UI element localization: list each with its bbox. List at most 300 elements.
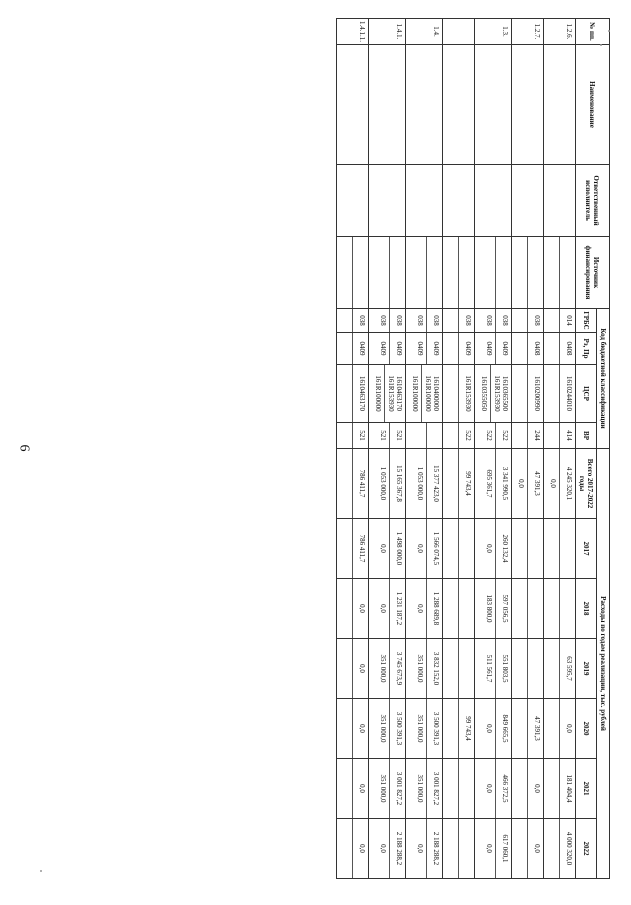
executor-cell	[368, 165, 405, 237]
year-cell-line: 0,0	[484, 544, 493, 553]
source-cell	[336, 237, 368, 309]
year-cell-line: 4 000 320,0	[559, 819, 575, 878]
year-cell-line: 3 001 827,2	[426, 759, 442, 818]
year-cell	[336, 639, 368, 699]
total-cell-line: 4 245 320,1	[559, 449, 575, 518]
no-cell: 1.4.	[405, 19, 442, 45]
rz-cell-line	[544, 333, 559, 364]
csr-cell-line: 1610200990	[527, 365, 543, 422]
vr-cell-line	[337, 423, 352, 448]
csr-cell-line: 1610355050	[479, 376, 488, 411]
csr-cell-line	[512, 365, 527, 422]
header-no: № пп.	[575, 19, 609, 45]
header-codes: Код бюджетной классификации	[596, 309, 609, 449]
table-row	[474, 19, 511, 879]
year-cell-line: 1 498 000,0	[389, 519, 405, 578]
grbs-cell-line	[512, 309, 527, 332]
year-cell-line	[458, 519, 474, 578]
csr-cell-line: 1610400000 161R100000	[421, 365, 442, 422]
source-cell-line	[458, 237, 474, 308]
csr-cell	[442, 365, 474, 423]
rz-cell-line	[337, 333, 352, 364]
csr-cell	[543, 365, 575, 423]
year-cell	[405, 519, 442, 579]
vr-cell-line: 522	[458, 423, 474, 448]
header-year: 2021	[575, 759, 596, 819]
rz-cell	[474, 333, 511, 365]
csr-cell	[405, 365, 442, 423]
year-cell-line: 0,0	[352, 639, 368, 698]
source-cell-line	[443, 237, 458, 308]
table-row	[543, 19, 575, 879]
header-source: Источник финансирования	[575, 237, 609, 309]
csr-cell-line: 161R100000	[373, 375, 382, 412]
source-cell-line	[374, 237, 389, 308]
year-cell-line	[527, 519, 543, 578]
year-cell-line: 849 665,5	[495, 699, 511, 758]
year-cell-line: 2 188 288,2	[426, 819, 442, 878]
year-cell	[442, 639, 474, 699]
grbs-cell-line: 038	[527, 309, 543, 332]
year-cell-line: 0,0	[378, 544, 387, 553]
rz-cell	[511, 333, 543, 365]
year-cell	[405, 579, 442, 639]
total-cell-line: 99 743,4	[458, 449, 474, 518]
year-cell-line: 0,0	[484, 784, 493, 793]
total-cell	[368, 449, 405, 519]
year-cell-line	[544, 519, 559, 578]
year-cell-line: 3 500 391,3	[389, 699, 405, 758]
year-cell	[336, 519, 368, 579]
grbs-cell-line: 038	[495, 309, 511, 332]
vr-cell-line: 521	[352, 423, 368, 448]
executor-cell	[543, 165, 575, 237]
year-cell	[442, 819, 474, 879]
year-cell-line	[527, 639, 543, 698]
header-year: 2017	[575, 519, 596, 579]
year-cell-line	[458, 639, 474, 698]
no-cell: 1.2.7.	[511, 19, 543, 45]
header-total: Всего 2017-2022 годы	[575, 449, 596, 519]
year-cell-line	[559, 519, 575, 578]
total-cell-line	[337, 449, 352, 518]
source-cell-line	[495, 237, 511, 308]
grbs-cell-line: 014	[559, 309, 575, 332]
source-cell-line	[337, 237, 352, 308]
year-cell-line	[337, 579, 352, 638]
total-cell-line: 1 053 000,0	[415, 466, 424, 501]
vr-cell-line: 244	[527, 423, 543, 448]
grbs-cell	[474, 309, 511, 333]
year-cell	[368, 759, 405, 819]
total-cell-line: 3 341 990,5	[495, 449, 511, 518]
table-row	[336, 19, 368, 879]
vr-cell	[368, 423, 405, 449]
year-cell-line: 466 372,5	[495, 759, 511, 818]
year-cell	[336, 699, 368, 759]
year-cell-line: 99 743,4	[458, 699, 474, 758]
year-cell-line	[337, 759, 352, 818]
csr-cell-line: 1610365500 161R153930	[490, 365, 511, 422]
year-cell-line	[544, 699, 559, 758]
year-cell-line: 511 561,7	[484, 654, 493, 683]
name-cell	[511, 45, 543, 165]
year-cell-line: 617 060,1	[495, 819, 511, 878]
year-cell-line: 786 411,7	[352, 519, 368, 578]
year-cell-line	[512, 819, 527, 878]
vr-cell	[543, 423, 575, 449]
source-cell-line	[512, 237, 527, 308]
page-number: 6	[16, 444, 32, 452]
year-cell-line	[443, 759, 458, 818]
grbs-cell	[442, 309, 474, 333]
rz-cell	[543, 333, 575, 365]
rz-cell-line	[443, 333, 458, 364]
year-cell-line: 260 132,4	[495, 519, 511, 578]
year-cell-line: 351 000,0	[378, 774, 387, 803]
rotated-table-wrapper	[30, 18, 610, 878]
source-cell-line	[426, 237, 442, 308]
year-cell-line: 3 745 673,9	[389, 639, 405, 698]
vr-cell-line	[512, 423, 527, 448]
year-cell	[442, 519, 474, 579]
executor-cell	[511, 165, 543, 237]
rz-cell-line: 0409	[495, 333, 511, 364]
source-cell-line	[352, 237, 368, 308]
source-cell-line	[527, 237, 543, 308]
vr-cell	[405, 423, 442, 449]
scan-speck	[600, 44, 602, 46]
total-cell-line: 1 053 000,0	[378, 466, 387, 501]
year-cell	[442, 699, 474, 759]
year-cell-line	[544, 639, 559, 698]
year-cell-line	[458, 579, 474, 638]
header-csr: ЦСР	[575, 365, 596, 423]
header-executor: Ответственный исполнитель	[575, 165, 609, 237]
vr-cell-line: 522	[495, 423, 511, 448]
executor-cell	[474, 165, 511, 237]
header-year: 2020	[575, 699, 596, 759]
total-cell-line: 15 165 367,8	[389, 449, 405, 518]
header-year: 2022	[575, 819, 596, 879]
year-cell	[474, 699, 511, 759]
year-cell-line	[527, 579, 543, 638]
source-cell	[405, 237, 442, 309]
year-cell	[511, 819, 543, 879]
year-cell-line: 0,0	[352, 699, 368, 758]
year-cell	[405, 759, 442, 819]
year-cell-line	[443, 579, 458, 638]
year-cell-line	[443, 519, 458, 578]
total-cell-line: 786 411,7	[352, 449, 368, 518]
year-cell-line: 0,0	[559, 699, 575, 758]
rz-cell	[368, 333, 405, 365]
table-body	[336, 19, 575, 879]
header-grbs: ГРБС	[575, 309, 596, 333]
vr-cell	[511, 423, 543, 449]
header-year: 2018	[575, 579, 596, 639]
grbs-cell	[543, 309, 575, 333]
year-cell	[368, 579, 405, 639]
grbs-cell-line: 038	[484, 315, 493, 326]
total-cell-line: 695 361,7	[484, 469, 493, 498]
year-cell	[474, 759, 511, 819]
year-cell-line: 0,0	[415, 844, 424, 853]
total-cell-line	[443, 449, 458, 518]
year-cell-line	[544, 819, 559, 878]
executor-cell	[336, 165, 368, 237]
grbs-cell	[336, 309, 368, 333]
year-cell-line	[443, 639, 458, 698]
vr-cell	[442, 423, 474, 449]
header-expenses: Расходы по годам реализации, тыс. рублей	[596, 449, 609, 879]
year-cell	[543, 819, 575, 879]
name-cell	[543, 45, 575, 165]
source-cell-line	[480, 237, 495, 308]
scan-speck	[608, 30, 610, 32]
table-row	[368, 19, 405, 879]
grbs-cell-line	[337, 309, 352, 332]
year-cell	[336, 579, 368, 639]
csr-cell-line: 161R153930	[458, 365, 474, 422]
source-cell-line	[411, 237, 426, 308]
grbs-cell-line: 038	[389, 309, 405, 332]
vr-cell-line	[544, 423, 559, 448]
year-cell	[511, 519, 543, 579]
executor-cell	[405, 165, 442, 237]
year-cell-line: 63 595,7	[559, 639, 575, 698]
year-cell	[543, 519, 575, 579]
csr-cell-line: 1610463170 161R153930	[384, 365, 405, 422]
year-cell	[543, 759, 575, 819]
year-cell-line	[544, 759, 559, 818]
rz-cell-line: 0409	[378, 341, 387, 356]
year-cell	[442, 579, 474, 639]
source-cell-line	[544, 237, 559, 308]
year-cell-line: 1 566 074,5	[426, 519, 442, 578]
grbs-cell-line	[443, 309, 458, 332]
rz-cell-line	[512, 333, 527, 364]
year-cell-line	[512, 519, 527, 578]
year-cell	[511, 699, 543, 759]
total-cell	[543, 449, 575, 519]
year-cell-line	[512, 579, 527, 638]
year-cell	[442, 759, 474, 819]
source-cell	[543, 237, 575, 309]
rz-cell-line: 0409	[426, 333, 442, 364]
vr-cell-line	[443, 423, 458, 448]
no-cell: 1.4.1.	[368, 19, 405, 45]
year-cell-line: 0,0	[352, 579, 368, 638]
header-name: Наименование	[575, 45, 609, 165]
year-cell-line: 0,0	[484, 844, 493, 853]
total-cell-line: 15 377 423,0	[426, 449, 442, 518]
year-cell	[474, 819, 511, 879]
year-cell-line	[443, 819, 458, 878]
year-cell	[405, 639, 442, 699]
year-cell	[368, 639, 405, 699]
year-cell-line: 0,0	[527, 759, 543, 818]
year-cell-line	[544, 579, 559, 638]
year-cell-line: 351 000,0	[378, 714, 387, 743]
grbs-cell-line	[544, 309, 559, 332]
year-cell-line	[458, 759, 474, 818]
year-cell-line	[458, 819, 474, 878]
year-cell-line: 0,0	[352, 759, 368, 818]
year-cell	[405, 699, 442, 759]
header-rz-pr: Рз, Пр	[575, 333, 596, 365]
vr-cell-line	[426, 423, 442, 448]
year-cell-line	[337, 819, 352, 878]
source-cell-line	[389, 237, 405, 308]
grbs-cell-line: 038	[415, 315, 424, 326]
year-cell	[336, 759, 368, 819]
year-cell-line: 3 500 391,3	[426, 699, 442, 758]
vr-cell-line: 522	[484, 430, 493, 441]
no-cell: 1.2.6.	[543, 19, 575, 45]
rz-cell-line: 0409	[484, 341, 493, 356]
year-cell-line: 3 001 827,2	[389, 759, 405, 818]
year-cell	[405, 819, 442, 879]
year-cell	[368, 819, 405, 879]
rz-cell	[405, 333, 442, 365]
year-cell	[511, 639, 543, 699]
executor-cell	[442, 165, 474, 237]
year-cell-line: 47 391,3	[527, 699, 543, 758]
grbs-cell	[405, 309, 442, 333]
total-cell	[474, 449, 511, 519]
csr-cell-line	[443, 365, 458, 422]
year-cell-line	[512, 759, 527, 818]
year-cell-line: 181 404,4	[559, 759, 575, 818]
csr-cell-line: 1610244010	[559, 365, 575, 422]
year-cell	[474, 579, 511, 639]
table-row	[442, 19, 474, 879]
csr-cell	[336, 365, 368, 423]
rz-cell-line: 0409	[415, 341, 424, 356]
year-cell-line: 551 803,5	[495, 639, 511, 698]
grbs-cell-line: 038	[458, 309, 474, 332]
csr-cell-line	[544, 365, 559, 422]
grbs-cell-line: 038	[352, 309, 368, 332]
year-cell-line: 0,0	[352, 819, 368, 878]
no-cell: 1.4.1.1.	[336, 19, 368, 45]
year-cell	[543, 699, 575, 759]
year-cell	[511, 579, 543, 639]
total-cell-line: 0,0	[516, 479, 525, 488]
year-cell-line: 351 000,0	[415, 714, 424, 743]
year-cell-line	[559, 579, 575, 638]
year-cell	[474, 639, 511, 699]
name-cell	[405, 45, 442, 165]
rz-cell-line: 0408	[559, 333, 575, 364]
year-cell-line: 351 000,0	[415, 774, 424, 803]
vr-cell-line: 414	[559, 423, 575, 448]
header-year: 2019	[575, 639, 596, 699]
csr-cell	[368, 365, 405, 423]
year-cell-line: 0,0	[415, 544, 424, 553]
year-cell-line	[512, 699, 527, 758]
grbs-cell	[368, 309, 405, 333]
rz-cell-line: 0409	[458, 333, 474, 364]
source-cell	[511, 237, 543, 309]
year-cell-line: 1 288 689,8	[426, 579, 442, 638]
vr-cell-line: 521	[378, 430, 387, 441]
vr-cell-line: 521	[389, 423, 405, 448]
year-cell	[474, 519, 511, 579]
csr-cell-line	[337, 365, 352, 422]
year-cell	[511, 759, 543, 819]
total-cell	[511, 449, 543, 519]
year-cell-line: 0,0	[378, 844, 387, 853]
grbs-cell	[511, 309, 543, 333]
name-cell	[336, 45, 368, 165]
source-cell	[442, 237, 474, 309]
name-cell	[442, 45, 474, 165]
year-cell-line: 183 800,0	[484, 594, 493, 623]
year-cell	[368, 519, 405, 579]
csr-cell-line: 1610463170	[352, 365, 368, 422]
year-cell-line: 0,0	[527, 819, 543, 878]
year-cell	[543, 579, 575, 639]
total-cell-line: 47 391,3	[527, 449, 543, 518]
csr-cell-line: 161R100000	[410, 375, 419, 412]
rz-cell	[336, 333, 368, 365]
year-cell-line: 0,0	[378, 604, 387, 613]
total-cell	[336, 449, 368, 519]
table-row	[405, 19, 442, 879]
csr-cell	[511, 365, 543, 423]
year-cell	[543, 639, 575, 699]
rz-cell-line: 0409	[352, 333, 368, 364]
grbs-cell-line: 038	[426, 309, 442, 332]
year-cell-line: 0,0	[415, 604, 424, 613]
year-cell-line	[337, 699, 352, 758]
no-cell	[442, 19, 474, 45]
year-cell-line: 3 832 152,0	[426, 639, 442, 698]
header-vr: ВР	[575, 423, 596, 449]
source-cell	[474, 237, 511, 309]
year-cell-line: 0,0	[484, 724, 493, 733]
source-cell-line	[559, 237, 575, 308]
vr-cell-line	[411, 423, 426, 448]
year-cell-line: 1 231 187,2	[389, 579, 405, 638]
vr-cell	[474, 423, 511, 449]
year-cell	[336, 819, 368, 879]
year-cell-line: 351 000,0	[378, 654, 387, 683]
name-cell	[368, 45, 405, 165]
year-cell	[368, 699, 405, 759]
year-cell-line: 351 000,0	[415, 654, 424, 683]
year-cell-line	[443, 699, 458, 758]
table-row	[511, 19, 543, 879]
vr-cell	[336, 423, 368, 449]
rz-cell	[442, 333, 474, 365]
name-cell	[474, 45, 511, 165]
csr-cell	[474, 365, 511, 423]
source-cell	[368, 237, 405, 309]
year-cell-line: 2 188 288,2	[389, 819, 405, 878]
year-cell-line	[337, 639, 352, 698]
year-cell-line	[337, 519, 352, 578]
grbs-cell-line: 038	[378, 315, 387, 326]
rz-cell-line: 0409	[389, 333, 405, 364]
total-cell-line: 0,0	[548, 479, 557, 488]
year-cell-line: 597 056,5	[495, 579, 511, 638]
total-cell	[405, 449, 442, 519]
budget-table	[336, 18, 610, 879]
total-cell	[442, 449, 474, 519]
